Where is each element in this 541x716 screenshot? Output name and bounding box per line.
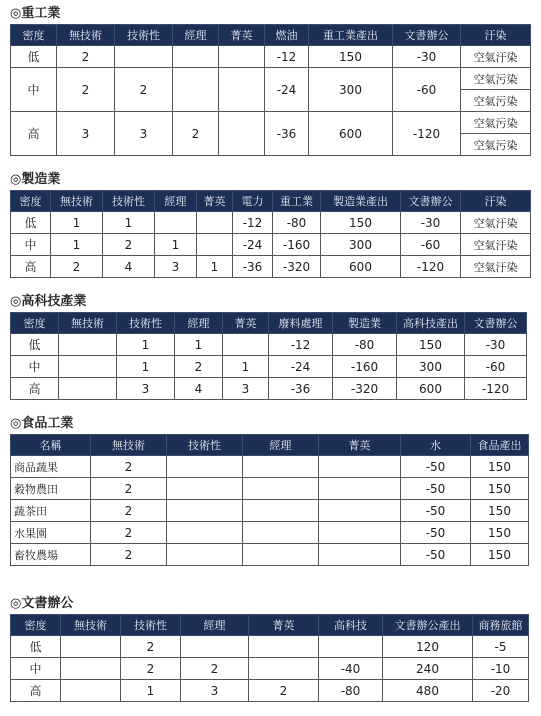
high-tech-table — [10, 312, 527, 400]
cell: 1 — [51, 212, 103, 234]
cell: 低 — [11, 212, 51, 234]
table-row — [11, 256, 531, 278]
cell: 2 — [51, 256, 103, 278]
col-header: 密度 — [11, 313, 59, 334]
cell: 2 — [91, 478, 167, 500]
col-header: 名稱 — [11, 435, 91, 456]
cell: -80 — [319, 680, 383, 702]
cell: 150 — [397, 334, 465, 356]
col-header: 食品產出 — [471, 435, 529, 456]
cell — [219, 68, 265, 112]
cell: -24 — [265, 68, 309, 112]
header-row — [11, 615, 529, 636]
cell: 1 — [155, 234, 197, 256]
cell — [243, 522, 319, 544]
cell: 1 — [117, 334, 175, 356]
cell: 中 — [11, 234, 51, 256]
cell: 高 — [11, 256, 51, 278]
cell: 水果園 — [11, 522, 91, 544]
pollution-cell: 空氣污染 — [461, 68, 531, 90]
cell: 高 — [11, 112, 57, 156]
cell — [173, 68, 219, 112]
col-header: 技術性 — [121, 615, 181, 636]
col-header: 菁英 — [249, 615, 319, 636]
cell: -120 — [465, 378, 527, 400]
section-title: ◎高科技產業 — [10, 294, 87, 309]
col-header: 水 — [401, 435, 471, 456]
cell: 600 — [397, 378, 465, 400]
cell: 2 — [57, 68, 115, 112]
cell: 1 — [175, 334, 223, 356]
cell — [59, 356, 117, 378]
pollution-cell: 空氣汙染 — [461, 46, 531, 68]
col-header: 製造業 — [333, 313, 397, 334]
cell: -36 — [269, 378, 333, 400]
col-header: 無技術 — [91, 435, 167, 456]
cell: 120 — [383, 636, 473, 658]
cell — [243, 544, 319, 566]
cell: -160 — [273, 234, 321, 256]
col-header: 技術性 — [117, 313, 175, 334]
cell: 150 — [309, 46, 393, 68]
food-industry-table — [10, 434, 529, 566]
cell — [243, 456, 319, 478]
col-header: 電力 — [233, 191, 273, 212]
cell: 480 — [383, 680, 473, 702]
cell: 4 — [175, 378, 223, 400]
col-header: 經理 — [175, 313, 223, 334]
cell: -40 — [319, 658, 383, 680]
col-header: 經理 — [181, 615, 249, 636]
cell — [167, 456, 243, 478]
cell — [173, 46, 219, 68]
cell: -30 — [465, 334, 527, 356]
col-header: 燃油 — [265, 25, 309, 46]
cell — [219, 112, 265, 156]
table-row — [11, 456, 529, 478]
cell: -12 — [265, 46, 309, 68]
cell: 2 — [103, 234, 155, 256]
pollution-cell: 空氣汙染 — [461, 212, 531, 234]
section-title: ◎製造業 — [10, 172, 61, 187]
section-heavy-industry — [10, 4, 531, 156]
table-row — [11, 334, 527, 356]
pollution-cell: 空氣污染 — [461, 90, 531, 112]
col-header: 密度 — [11, 191, 51, 212]
col-header: 製造業產出 — [321, 191, 401, 212]
col-header: 高科技 — [319, 615, 383, 636]
cell: 2 — [175, 356, 223, 378]
col-header: 商務旅館 — [473, 615, 529, 636]
cell — [61, 658, 121, 680]
col-header: 無技術 — [59, 313, 117, 334]
cell: -30 — [401, 212, 461, 234]
cell: -10 — [473, 658, 529, 680]
cell: 低 — [11, 636, 61, 658]
section-title: ◎文書辦公 — [10, 596, 74, 611]
table-row — [11, 658, 529, 680]
col-header: 技術性 — [115, 25, 173, 46]
cell: 低 — [11, 46, 57, 68]
pollution-cell: 空氣汙染 — [461, 256, 531, 278]
cell: 240 — [383, 658, 473, 680]
col-header: 重工業 — [273, 191, 321, 212]
cell — [61, 680, 121, 702]
section-title: ◎重工業 — [10, 6, 61, 21]
section-office — [10, 594, 529, 702]
cell: 穀物農田 — [11, 478, 91, 500]
cell: 高 — [11, 680, 61, 702]
col-header: 廢料處理 — [269, 313, 333, 334]
table-row — [11, 46, 531, 68]
cell: -120 — [393, 112, 461, 156]
cell: -60 — [401, 234, 461, 256]
col-header: 菁英 — [219, 25, 265, 46]
cell: 300 — [321, 234, 401, 256]
col-header: 無技術 — [57, 25, 115, 46]
cell: 4 — [103, 256, 155, 278]
cell: -30 — [393, 46, 461, 68]
cell: 2 — [115, 68, 173, 112]
col-header: 汙染 — [461, 191, 531, 212]
cell — [155, 212, 197, 234]
cell: -320 — [273, 256, 321, 278]
cell — [197, 234, 233, 256]
col-header: 菁英 — [319, 435, 401, 456]
cell: -12 — [269, 334, 333, 356]
cell: 600 — [309, 112, 393, 156]
cell: 2 — [91, 500, 167, 522]
header-row — [11, 435, 529, 456]
cell: 150 — [471, 478, 529, 500]
cell: 商品蔬果 — [11, 456, 91, 478]
col-header: 汙染 — [461, 25, 531, 46]
cell: 3 — [57, 112, 115, 156]
cell: 300 — [397, 356, 465, 378]
table-row — [11, 68, 531, 90]
table-row — [11, 544, 529, 566]
header-row — [11, 191, 531, 212]
section-manufacturing — [10, 170, 531, 278]
col-header: 菁英 — [197, 191, 233, 212]
section-food-industry — [10, 414, 529, 566]
cell: 600 — [321, 256, 401, 278]
cell: 1 — [223, 356, 269, 378]
cell — [197, 212, 233, 234]
col-header: 密度 — [11, 25, 57, 46]
pollution-cell: 空氣污染 — [461, 134, 531, 156]
cell — [249, 636, 319, 658]
cell — [223, 334, 269, 356]
col-header: 無技術 — [61, 615, 121, 636]
col-header: 經理 — [155, 191, 197, 212]
cell: -50 — [401, 500, 471, 522]
table-row — [11, 112, 531, 134]
cell: 150 — [471, 522, 529, 544]
cell: 高 — [11, 378, 59, 400]
cell: -50 — [401, 544, 471, 566]
cell: 3 — [115, 112, 173, 156]
cell — [319, 500, 401, 522]
cell: 中 — [11, 658, 61, 680]
cell — [319, 478, 401, 500]
section-high-tech — [10, 292, 527, 400]
heavy-industry-table — [10, 24, 531, 156]
table-row — [11, 680, 529, 702]
cell: -50 — [401, 478, 471, 500]
col-header: 重工業產出 — [309, 25, 393, 46]
cell — [319, 636, 383, 658]
cell: 1 — [117, 356, 175, 378]
cell: 3 — [223, 378, 269, 400]
cell: -50 — [401, 456, 471, 478]
cell — [249, 658, 319, 680]
col-header: 文書辦公 — [401, 191, 461, 212]
cell: 低 — [11, 334, 59, 356]
header-row — [11, 25, 531, 46]
cell: 150 — [471, 544, 529, 566]
col-header: 高科技產出 — [397, 313, 465, 334]
cell — [167, 544, 243, 566]
cell — [243, 478, 319, 500]
cell — [167, 478, 243, 500]
cell: 蔬茶田 — [11, 500, 91, 522]
section-title: ◎食品工業 — [10, 416, 74, 431]
manufacturing-table — [10, 190, 531, 278]
cell: -80 — [333, 334, 397, 356]
cell — [167, 522, 243, 544]
cell: -24 — [269, 356, 333, 378]
col-header: 文書辦公產出 — [383, 615, 473, 636]
cell: 中 — [11, 356, 59, 378]
office-table — [10, 614, 529, 702]
col-header: 文書辦公 — [465, 313, 527, 334]
cell: -120 — [401, 256, 461, 278]
cell — [319, 544, 401, 566]
cell: 2 — [181, 658, 249, 680]
cell — [115, 46, 173, 68]
cell: 中 — [11, 68, 57, 112]
cell: 3 — [155, 256, 197, 278]
cell: 150 — [471, 500, 529, 522]
cell — [59, 378, 117, 400]
cell: -60 — [465, 356, 527, 378]
cell: 1 — [51, 234, 103, 256]
cell: 150 — [471, 456, 529, 478]
cell — [181, 636, 249, 658]
cell: 2 — [173, 112, 219, 156]
table-row — [11, 500, 529, 522]
table-row — [11, 356, 527, 378]
cell: 畜牧農場 — [11, 544, 91, 566]
pollution-cell: 空氣汙染 — [461, 234, 531, 256]
cell: 1 — [197, 256, 233, 278]
cell: 2 — [91, 522, 167, 544]
col-header: 密度 — [11, 615, 61, 636]
pollution-cell: 空氣污染 — [461, 112, 531, 134]
cell: -50 — [401, 522, 471, 544]
cell: -5 — [473, 636, 529, 658]
cell — [59, 334, 117, 356]
col-header: 無技術 — [51, 191, 103, 212]
cell: -320 — [333, 378, 397, 400]
cell — [167, 500, 243, 522]
table-row — [11, 522, 529, 544]
table-row — [11, 478, 529, 500]
cell: 150 — [321, 212, 401, 234]
cell: 1 — [103, 212, 155, 234]
table-row — [11, 636, 529, 658]
cell: -36 — [233, 256, 273, 278]
cell: 3 — [181, 680, 249, 702]
table-row — [11, 212, 531, 234]
cell: 3 — [117, 378, 175, 400]
header-row — [11, 313, 527, 334]
cell: -36 — [265, 112, 309, 156]
cell — [319, 522, 401, 544]
col-header: 技術性 — [103, 191, 155, 212]
cell: 2 — [121, 636, 181, 658]
cell: 2 — [57, 46, 115, 68]
table-row — [11, 378, 527, 400]
cell: 2 — [91, 456, 167, 478]
cell — [61, 636, 121, 658]
cell: -80 — [273, 212, 321, 234]
col-header: 文書辦公 — [393, 25, 461, 46]
cell: -20 — [473, 680, 529, 702]
cell: 2 — [91, 544, 167, 566]
cell: 2 — [121, 658, 181, 680]
table-row — [11, 234, 531, 256]
cell: -24 — [233, 234, 273, 256]
cell: -12 — [233, 212, 273, 234]
cell: -60 — [393, 68, 461, 112]
col-header: 菁英 — [223, 313, 269, 334]
cell: 300 — [309, 68, 393, 112]
col-header: 經理 — [173, 25, 219, 46]
cell: -160 — [333, 356, 397, 378]
cell — [219, 46, 265, 68]
cell — [243, 500, 319, 522]
cell: 1 — [121, 680, 181, 702]
cell — [319, 456, 401, 478]
col-header: 經理 — [243, 435, 319, 456]
col-header: 技術性 — [167, 435, 243, 456]
cell: 2 — [249, 680, 319, 702]
